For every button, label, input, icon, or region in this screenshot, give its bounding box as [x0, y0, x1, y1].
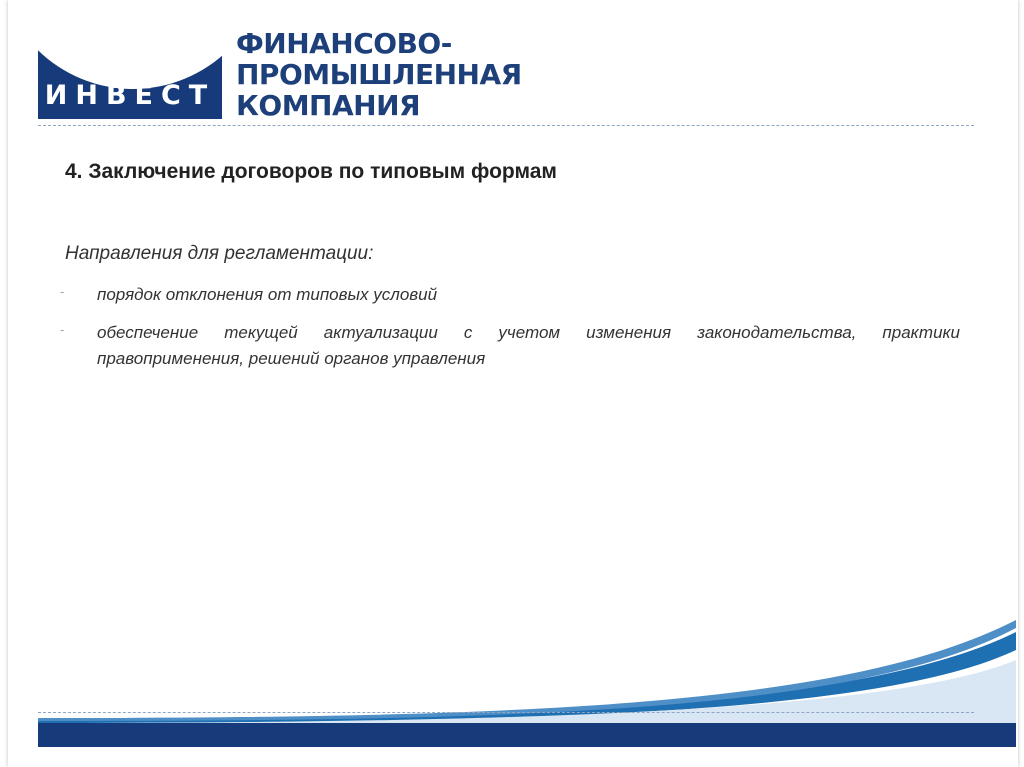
company-logo	[38, 31, 222, 119]
company-name-line-3: КОМПАНИЯ	[236, 89, 421, 122]
company-name-line-1: ФИНАНСОВО-	[236, 27, 452, 60]
header-divider	[38, 125, 974, 126]
slide-title: 4. Заключение договоров по типовым формам	[65, 160, 557, 183]
footer-band	[38, 723, 1016, 747]
footer-divider	[38, 712, 974, 713]
company-name-line-2: ПРОМЫШЛЕННАЯ	[236, 58, 522, 91]
company-name	[236, 28, 522, 121]
bullet-dash-icon: -	[60, 322, 65, 337]
bullet-dash-icon: -	[60, 284, 65, 299]
list-item	[60, 320, 960, 372]
slide-subtitle: Направления для регламентации:	[65, 243, 374, 264]
slide	[8, 0, 1018, 767]
list-item	[60, 282, 960, 308]
bullet-list	[60, 282, 960, 384]
list-item-text: обеспечение текущей актуализации с учетом изменения законодательства, практики правоприменения, решений органов управления	[97, 323, 960, 368]
list-item-text: порядок отклонения от типовых условий	[97, 285, 438, 304]
logo-word: ИНВЕСТ	[44, 80, 216, 111]
